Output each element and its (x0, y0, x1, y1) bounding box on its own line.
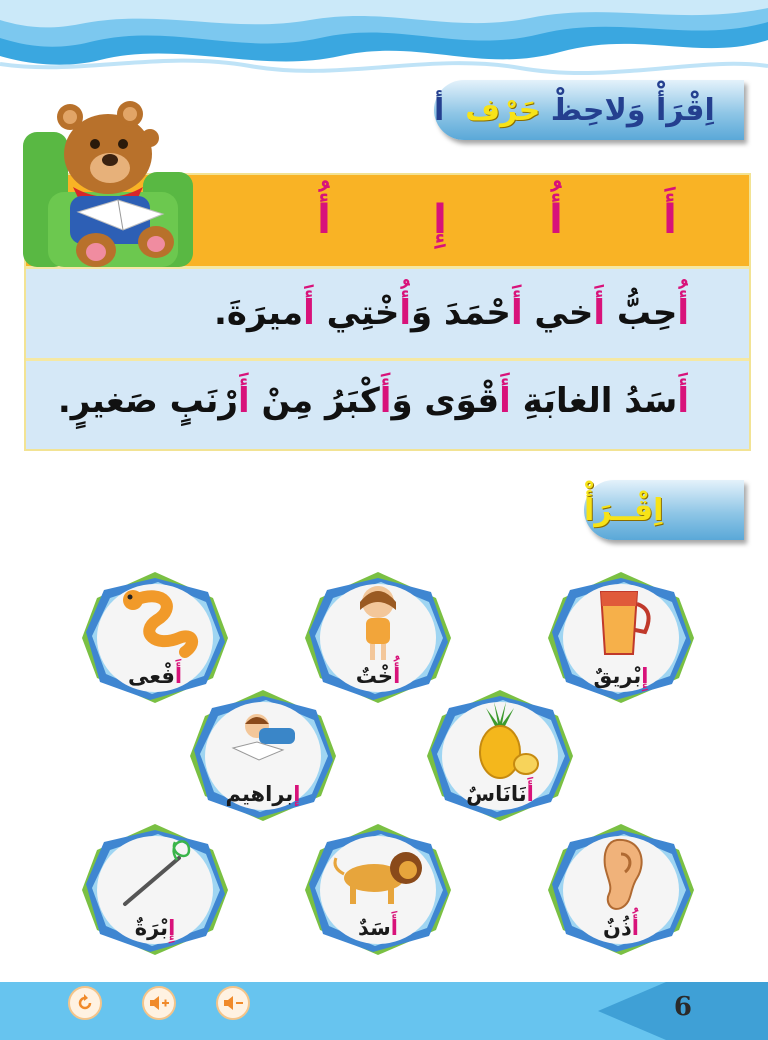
word-card-sister[interactable] (303, 570, 453, 705)
top-waves-decoration (0, 0, 768, 80)
read-section-banner (584, 480, 744, 540)
word: أَميرَةَ. (214, 293, 315, 333)
replay-icon (76, 994, 94, 1012)
replay-button[interactable] (68, 986, 102, 1020)
sentence-2 (58, 381, 689, 421)
word: أَرْنَبٍ (157, 381, 250, 421)
word: وَأُخْتِي (314, 293, 433, 333)
word: أَسَدُ (612, 381, 689, 421)
word-label: أَنَانَاسٌ (466, 782, 534, 806)
letter-damma-2: أُ (317, 197, 331, 243)
sentence-row-2 (26, 361, 749, 449)
girl-icon (328, 580, 428, 662)
banner-title-text: اِقْرَأْ وَلاحِظْ (550, 92, 715, 128)
word: الغابَةِ (510, 381, 613, 421)
sentence-row-1 (26, 269, 749, 361)
ear-icon (571, 832, 671, 914)
word-label: أَسَدٌ (358, 916, 398, 940)
word-card-snake[interactable] (80, 570, 230, 705)
word: أَخي (522, 293, 605, 333)
word: أُحِبُّ (605, 293, 689, 333)
pineapple-icon (450, 698, 550, 780)
volume-up-icon (148, 994, 170, 1012)
word-card-jug[interactable] (546, 570, 696, 705)
letter-kasra: إِ (433, 197, 447, 243)
word-label: أُخْتٌ (355, 664, 401, 688)
banner-keyword: حَرْف (465, 92, 541, 128)
volume-down-button[interactable] (216, 986, 250, 1020)
word: مِنْ (249, 381, 314, 421)
volume-down-icon (222, 994, 244, 1012)
banner-letter: أ (434, 92, 445, 128)
read-section-title: اِقْــرَأْ (584, 492, 664, 528)
word-card-pineapple[interactable] (425, 688, 575, 823)
boy-reading-icon (213, 698, 313, 780)
section-title-banner (434, 80, 744, 140)
reading-bear-illustration (18, 92, 198, 277)
word-card-ibrahim[interactable] (188, 688, 338, 823)
needle-icon (105, 832, 205, 914)
letter-fatha: أَ (663, 197, 677, 243)
word-label: إِبْرَةٌ (134, 916, 176, 940)
word-label: أُذُنٌ (603, 916, 639, 940)
word: صَغيرٍ. (57, 381, 158, 421)
jug-icon (571, 580, 671, 662)
word: أَحْمَدَ (432, 293, 523, 333)
sentence-1 (214, 293, 689, 333)
word-label: إبراهيم (225, 782, 301, 806)
word: وَأَكْبَرُ (313, 381, 413, 421)
word-card-ear[interactable] (546, 822, 696, 957)
snake-icon (105, 580, 205, 662)
word-label: إِبْريقٌ (593, 664, 649, 688)
word-card-needle[interactable] (80, 822, 230, 957)
word-label: أَفْعى (127, 664, 183, 688)
page-number: 6 (673, 992, 692, 1022)
lion-icon (328, 832, 428, 914)
word: أَقْوَى (412, 381, 511, 421)
volume-up-button[interactable] (142, 986, 176, 1020)
word-card-lion[interactable] (303, 822, 453, 957)
letter-damma: أُ (549, 197, 563, 243)
